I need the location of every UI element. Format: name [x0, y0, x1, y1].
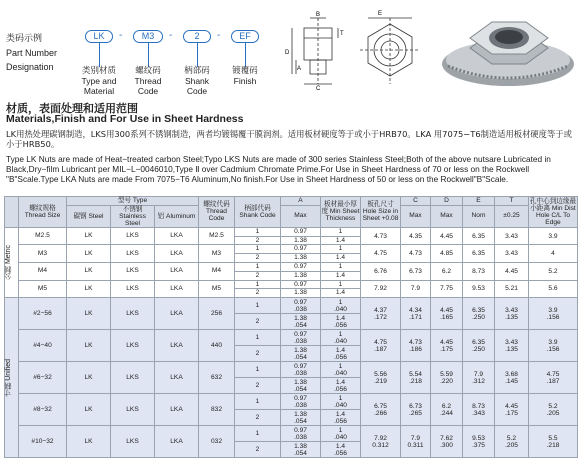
table-row: [5, 330, 578, 346]
d-max-cell: 6.2: [431, 262, 463, 280]
a-max-mm: 1.38: [294, 314, 307, 322]
table-row: [5, 280, 578, 289]
a-max-mm: 1.38: [294, 346, 307, 354]
e-nom-cell: 6.35: [463, 227, 495, 245]
type-stainless-cell: LKS: [111, 245, 155, 263]
e-nom-cell: 7.9 .312: [463, 362, 495, 394]
edge-dist-cell: 5.6: [529, 280, 578, 298]
a-max-cell: [281, 426, 321, 442]
shank-code-cell: 2: [235, 378, 281, 394]
c-max-cell: 7.9: [401, 280, 431, 298]
type-steel-cell: LK: [67, 426, 111, 458]
code-dash: -: [217, 30, 221, 41]
type-steel-cell: LK: [67, 227, 111, 245]
a-max-in: .054: [294, 417, 307, 425]
edge-dist-cell: 3.9: [529, 227, 578, 245]
header-d-max: Max: [431, 205, 463, 227]
a-max-cell: 1.38: [281, 271, 321, 280]
a-max-cell: [281, 346, 321, 362]
type-aluminum-cell: LKA: [155, 362, 199, 394]
shank-code-cell: 1: [235, 227, 281, 236]
header-stainless: 不锈钢 Stainless Steel: [111, 205, 155, 227]
a-max-in: .038: [294, 401, 307, 409]
c-max-cell: 7.9 0.311: [401, 426, 431, 458]
code-leader-line: [99, 43, 100, 67]
header-t-tol: ±0.25: [495, 205, 529, 227]
min-sheet-mm: 1.4: [335, 314, 346, 322]
header-d: D: [431, 197, 463, 206]
part-code-diagram: [80, 30, 290, 96]
a-max-mm: 0.97: [294, 426, 307, 434]
code-dash: -: [119, 30, 123, 41]
min-sheet-cell: [321, 362, 361, 378]
t-cell: 3.43: [495, 245, 529, 263]
hole-size-cell: 5.56 .219: [361, 362, 401, 394]
a-max-mm: 1.38: [294, 442, 307, 450]
min-sheet-cell: [321, 410, 361, 426]
drawing-label-d: D: [285, 50, 290, 56]
d-max-cell: 4.45 .175: [431, 330, 463, 362]
type-aluminum-cell: LKA: [155, 426, 199, 458]
thread-code-cell: 440: [199, 330, 235, 362]
hole-size-cell: 7.92: [361, 280, 401, 298]
min-sheet-cell: [321, 298, 361, 314]
type-steel-cell: LK: [67, 262, 111, 280]
min-sheet-mm: 1.4: [335, 346, 346, 354]
thread-size-cell: M4: [19, 262, 67, 280]
e-nom-cell: 8.73: [463, 262, 495, 280]
header-c-max: Max: [401, 205, 431, 227]
min-sheet-in: .056: [334, 321, 347, 329]
drawing-label-a: A: [297, 66, 302, 72]
header-blank: [5, 197, 19, 228]
shank-code-cell: 2: [235, 271, 281, 280]
thread-size-cell: #4−40: [19, 330, 67, 362]
type-stainless-cell: LKS: [111, 426, 155, 458]
min-sheet-mm: 1: [338, 394, 343, 402]
header-edge-dist: 孔中心到边缘最小距离 Min Dist Hole C/L To Edge: [529, 197, 577, 226]
edge-dist-cell: 4: [529, 245, 578, 263]
min-sheet-in: .040: [334, 433, 347, 441]
type-stainless-cell: LKS: [111, 262, 155, 280]
a-max-cell: 0.97: [281, 227, 321, 236]
hole-size-cell: 4.37 .172: [361, 298, 401, 330]
drawing-label-c: C: [316, 86, 321, 92]
e-nom-cell: 6.35 .250: [463, 330, 495, 362]
d-max-cell: 4.85: [431, 245, 463, 263]
min-sheet-cell: [321, 314, 361, 330]
d-max-cell: 7.75: [431, 280, 463, 298]
d-max-cell: 7.62 .300: [431, 426, 463, 458]
thread-code-cell: 256: [199, 298, 235, 330]
c-max-cell: 4.73: [401, 245, 431, 263]
a-max-mm: 1.38: [294, 410, 307, 418]
c-max-cell: 5.54 .218: [401, 362, 431, 394]
a-max-cell: 0.97: [281, 245, 321, 254]
t-cell: 3.68 .145: [495, 362, 529, 394]
code-leader-line: [245, 43, 246, 67]
hole-size-cell: 4.73: [361, 227, 401, 245]
shank-code-cell: 2: [235, 314, 281, 330]
hole-size-cell: 6.75 .266: [361, 394, 401, 426]
code-label-finish: 镀覆码 Finish: [232, 66, 258, 86]
header-type: 型号 Type: [67, 197, 199, 206]
min-sheet-in: .040: [334, 337, 347, 345]
part-number-en2: Designation: [6, 62, 54, 72]
type-stainless-cell: LKS: [111, 330, 155, 362]
thread-size-cell: M2.5: [19, 227, 67, 245]
type-steel-cell: LK: [67, 394, 111, 426]
a-max-mm: 0.97: [294, 362, 307, 370]
header-e: E: [463, 197, 495, 206]
type-aluminum-cell: LKA: [155, 394, 199, 426]
c-max-cell: 6.73: [401, 262, 431, 280]
code-leader-line: [148, 43, 149, 67]
a-max-in: .038: [294, 433, 307, 441]
header-e-nom: Nom: [463, 205, 495, 227]
min-sheet-in: .056: [334, 449, 347, 457]
a-max-cell: [281, 314, 321, 330]
a-max-cell: [281, 330, 321, 346]
min-sheet-cell: 1.4: [321, 289, 361, 298]
e-nom-cell: 6.35: [463, 245, 495, 263]
type-aluminum-cell: LKA: [155, 262, 199, 280]
edge-dist-cell: 5.5 .218: [529, 426, 578, 458]
thread-size-cell: M5: [19, 280, 67, 298]
part-number-en1: Part Number: [6, 48, 58, 58]
description-cn: LK用热处理碳钢制造，LKS用300系列不锈钢制造，两者均镀锡覆干膜润剂。适用板材硬度等于或小于HRB70。LKA 用7075−T6制造适用板材硬度等于或小于HRB50。: [6, 129, 572, 149]
min-sheet-mm: 1.4: [335, 410, 346, 418]
min-sheet-cell: [321, 378, 361, 394]
header-min-sheet: 板材最小厚度 Min Sheet Thickness: [321, 197, 361, 228]
a-max-mm: 0.97: [294, 298, 307, 306]
code-label-type: 类别材质 Type and Material: [81, 66, 117, 96]
table-row: [5, 245, 578, 254]
a-max-in: .038: [294, 305, 307, 313]
thread-code-cell: M2.5: [199, 227, 235, 245]
d-max-cell: 4.45: [431, 227, 463, 245]
d-max-cell: 5.59 .220: [431, 362, 463, 394]
a-max-cell: 0.97: [281, 280, 321, 289]
header-t: T: [495, 197, 529, 206]
type-steel-cell: LK: [67, 330, 111, 362]
code-leader-line: [197, 43, 198, 67]
shank-code-cell: 2: [235, 236, 281, 245]
type-stainless-cell: LKS: [111, 394, 155, 426]
header-a-max: Max: [281, 205, 321, 227]
section-heading-en: Materials,Finish and For Use in Sheet Hardness: [6, 113, 244, 125]
table-row: [5, 394, 578, 410]
hole-size-cell: 4.75: [361, 245, 401, 263]
t-cell: 4.45: [495, 262, 529, 280]
shank-code-cell: 2: [235, 254, 281, 263]
section-heading-cn: 材质，表面处理和适用范围: [6, 102, 138, 115]
spec-table: [4, 196, 578, 458]
type-stainless-cell: LKS: [111, 362, 155, 394]
code-label-shank: 柄部码 Shank Code: [184, 66, 210, 96]
thread-code-cell: 832: [199, 394, 235, 426]
drawing-label-e: E: [378, 11, 383, 17]
min-sheet-in: .056: [334, 385, 347, 393]
table-row: [5, 426, 578, 442]
shank-code-cell: 1: [235, 426, 281, 442]
edge-dist-cell: 3.9 .156: [529, 330, 578, 362]
t-cell: 5.2 .205: [495, 426, 529, 458]
c-max-cell: 4.35: [401, 227, 431, 245]
shank-code-cell: 2: [235, 410, 281, 426]
thread-code-cell: M5: [199, 280, 235, 298]
e-nom-cell: 9.53 .375: [463, 426, 495, 458]
type-steel-cell: LK: [67, 298, 111, 330]
shank-code-cell: 1: [235, 394, 281, 410]
edge-dist-cell: 4.75 .187: [529, 362, 578, 394]
a-max-in: .054: [294, 353, 307, 361]
header-c: C: [401, 197, 431, 206]
shank-code-cell: 1: [235, 245, 281, 254]
header-carbon-steel: 碳钢 Steel: [67, 205, 111, 227]
thread-code-cell: 032: [199, 426, 235, 458]
part-number-cn: 类码示例: [6, 34, 43, 44]
type-steel-cell: LK: [67, 280, 111, 298]
section-label: [5, 227, 19, 297]
thread-size-cell: #10−32: [19, 426, 67, 458]
a-max-in: .054: [294, 321, 307, 329]
type-steel-cell: LK: [67, 362, 111, 394]
e-nom-cell: 6.35 .250: [463, 298, 495, 330]
min-sheet-cell: [321, 346, 361, 362]
min-sheet-cell: 1.4: [321, 271, 361, 280]
min-sheet-mm: 1: [338, 426, 343, 434]
hole-size-cell: 4.75 .187: [361, 330, 401, 362]
a-max-cell: 0.97: [281, 262, 321, 271]
thread-code-cell: 632: [199, 362, 235, 394]
shank-code-cell: 1: [235, 262, 281, 271]
hole-size-cell: 7.92 0.312: [361, 426, 401, 458]
shank-code-cell: 2: [235, 289, 281, 298]
a-max-in: .054: [294, 385, 307, 393]
min-sheet-cell: [321, 442, 361, 458]
nut-side-view-drawing: [282, 4, 352, 90]
header-hole-size: 板孔尺寸 Hole Size in Sheet +0.08: [361, 197, 401, 228]
table-row: [5, 298, 578, 314]
type-aluminum-cell: LKA: [155, 227, 199, 245]
a-max-cell: [281, 442, 321, 458]
header-thread-code: 螺纹代码 Thread Code: [199, 197, 235, 228]
e-nom-cell: 9.53: [463, 280, 495, 298]
a-max-cell: [281, 298, 321, 314]
min-sheet-mm: 1: [338, 330, 343, 338]
header-shank-code: 柄部代码 Shank Code: [235, 197, 281, 228]
c-max-cell: 6.73 .265: [401, 394, 431, 426]
min-sheet-mm: 1.4: [335, 442, 346, 450]
min-sheet-cell: [321, 394, 361, 410]
shank-code-cell: 1: [235, 330, 281, 346]
min-sheet-in: .040: [334, 305, 347, 313]
header-a: A: [281, 197, 321, 206]
a-max-cell: [281, 394, 321, 410]
hole-size-cell: 6.76: [361, 262, 401, 280]
edge-dist-cell: 5.2: [529, 262, 578, 280]
min-sheet-in: .040: [334, 401, 347, 409]
type-aluminum-cell: LKA: [155, 298, 199, 330]
a-max-cell: 1.38: [281, 289, 321, 298]
edge-dist-cell: 5.2 .205: [529, 394, 578, 426]
a-max-in: .038: [294, 337, 307, 345]
min-sheet-in: .040: [334, 369, 347, 377]
a-max-mm: 1.38: [294, 378, 307, 386]
min-sheet-cell: [321, 330, 361, 346]
type-steel-cell: LK: [67, 245, 111, 263]
thread-size-cell: #2−56: [19, 298, 67, 330]
thread-size-cell: #8−32: [19, 394, 67, 426]
t-cell: 3.43 .135: [495, 298, 529, 330]
min-sheet-cell: 1.4: [321, 254, 361, 263]
t-cell: 3.43: [495, 227, 529, 245]
a-max-in: .054: [294, 449, 307, 457]
part-number-label: [6, 32, 57, 74]
section-label: [5, 298, 19, 458]
shank-code-cell: 1: [235, 280, 281, 289]
min-sheet-cell: 1: [321, 262, 361, 271]
min-sheet-cell: 1.4: [321, 236, 361, 245]
min-sheet-mm: 1.4: [335, 378, 346, 386]
metric-section: [5, 227, 578, 297]
min-sheet-cell: 1: [321, 245, 361, 254]
a-max-cell: 1.38: [281, 254, 321, 263]
code-pill-type: LK: [85, 30, 113, 43]
table-row: [5, 362, 578, 378]
d-max-cell: 4.45 .165: [431, 298, 463, 330]
type-aluminum-cell: LKA: [155, 245, 199, 263]
code-label-thread: 螺纹码 Thread Code: [134, 66, 162, 96]
type-stainless-cell: LKS: [111, 227, 155, 245]
table-row: [5, 262, 578, 271]
nut-top-view-drawing: [356, 4, 424, 90]
type-aluminum-cell: LKA: [155, 330, 199, 362]
code-pill-shank: 2: [183, 30, 211, 43]
code-pill-finish: EF: [231, 30, 259, 43]
header-thread-size: 螺纹规格 Thread Size: [19, 197, 67, 228]
min-sheet-mm: 1: [338, 362, 343, 370]
t-cell: 3.43 .135: [495, 330, 529, 362]
t-cell: 5.21: [495, 280, 529, 298]
a-max-cell: [281, 362, 321, 378]
min-sheet-in: .056: [334, 417, 347, 425]
c-max-cell: 4.73 .186: [401, 330, 431, 362]
description-en: Type LK Nuts are made of Heat−treated carbon Steel;Typo LKS Nuts are made of 300 series Stainless Steel;Both of the above nutsare Lubricated in Black,Dry−film Lubricant per MIL−L−0046010,Type Ⅱ over Cadmium Chromate Prime.For Use in Sheet Hardness of 70 or less on the Rockwell "B"Scale.Type LKA Nuts are made From 7075−T6 Aluminum,No finish.For Use in Sheet Hardness of 50 or less on the Rockwell"B"Scale.: [6, 154, 551, 184]
d-max-cell: 6.2 .244: [431, 394, 463, 426]
a-max-mm: 0.97: [294, 394, 307, 402]
unified-section: [5, 298, 578, 458]
edge-dist-cell: 3.9 .156: [529, 298, 578, 330]
header-aluminum: 铝 Aluminum: [155, 205, 199, 227]
min-sheet-cell: [321, 426, 361, 442]
thread-code-cell: M3: [199, 245, 235, 263]
code-dash: -: [169, 30, 173, 41]
e-nom-cell: 8.73 .343: [463, 394, 495, 426]
min-sheet-cell: 1: [321, 280, 361, 289]
a-max-mm: 0.97: [294, 330, 307, 338]
drawing-label-b: B: [316, 12, 321, 18]
min-sheet-cell: 1: [321, 227, 361, 236]
shank-code-cell: 2: [235, 442, 281, 458]
table-row: [5, 227, 578, 236]
section-label-text: 寸制 Unified: [5, 358, 12, 397]
shank-code-cell: 1: [235, 362, 281, 378]
type-aluminum-cell: LKA: [155, 280, 199, 298]
a-max-cell: [281, 378, 321, 394]
shank-code-cell: 1: [235, 298, 281, 314]
type-stainless-cell: LKS: [111, 298, 155, 330]
shank-code-cell: 2: [235, 346, 281, 362]
min-sheet-mm: 1: [338, 298, 343, 306]
type-stainless-cell: LKS: [111, 280, 155, 298]
c-max-cell: 4.34 .171: [401, 298, 431, 330]
drawing-label-t: T: [340, 31, 344, 37]
code-pill-thread: M3: [133, 30, 163, 43]
a-max-cell: [281, 410, 321, 426]
a-max-cell: 1.38: [281, 236, 321, 245]
min-sheet-in: .056: [334, 353, 347, 361]
thread-size-cell: M3: [19, 245, 67, 263]
thread-code-cell: M4: [199, 262, 235, 280]
t-cell: 4.45 .175: [495, 394, 529, 426]
section-label-text: 公制 Metric: [5, 244, 12, 280]
a-max-in: .038: [294, 369, 307, 377]
nut-product-photo: [430, 0, 580, 94]
thread-size-cell: #6−32: [19, 362, 67, 394]
